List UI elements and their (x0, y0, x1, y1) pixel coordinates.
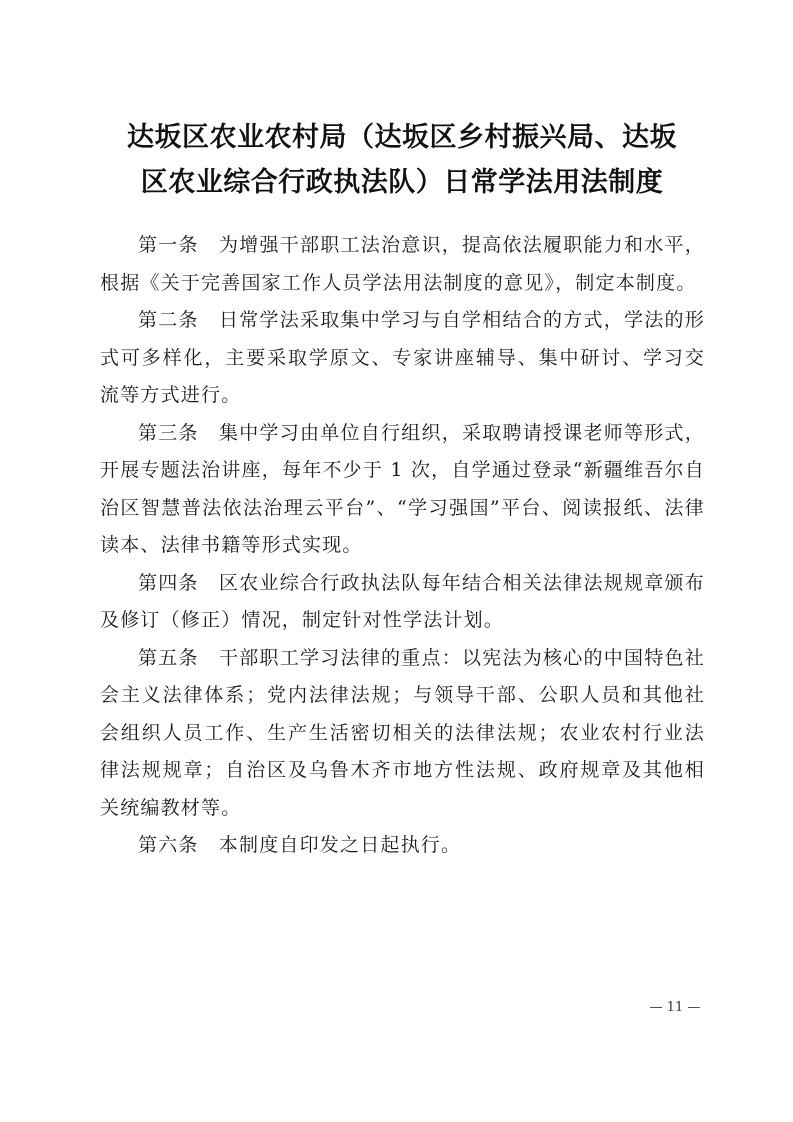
article-6: 第六条 本制度自印发之日起执行。 (138, 834, 462, 856)
page-number: — 11 — (649, 1000, 701, 1015)
document-body (100, 227, 705, 865)
article-4: 第四条 区农业综合行政执法队每年结合相关法律法规规章颁布及修订（修正）情况，制定针对性学法计划。 (100, 571, 705, 631)
article-1: 第一条 为增强干部职工法治意识，提高依法履职能力和水平，根据《关于完善国家工作人员学法用法制度的意见》，制定本制度。 (100, 234, 705, 294)
article-2: 第二条 日常学法采取集中学习与自学相结合的方式，学法的形式可多样化，主要采取学原文、专家讲座辅导、集中研讨、学习交流等方式进行。 (100, 309, 705, 406)
article-3: 第三条 集中学习由单位自行组织，采取聘请授课老师等形式，开展专题法治讲座，每年不少于 1 次，自学通过登录“新疆维吾尔自治区智慧普法依法治理云平台”、“学习强国”平台、阅读报纸、法律读本、法律书籍等形式实现。 (100, 421, 705, 556)
article-5: 第五条 干部职工学习法律的重点：以宪法为核心的中国特色社会主义法律体系；党内法律法规；与领导干部、公职人员和其他社会组织人员工作、生产生活密切相关的法律法规；农业农村行业法律法规规章；自治区及乌鲁木齐市地方性法规、政府规章及其他相关统编教材等。 (100, 646, 705, 819)
title-line-2: 区农业综合行政执法队）日常学法用法制度 (140, 167, 664, 198)
document-title (96, 115, 708, 205)
title-line-1: 达坂区农业农村局（达坂区乡村振兴局、达坂 (127, 122, 677, 153)
